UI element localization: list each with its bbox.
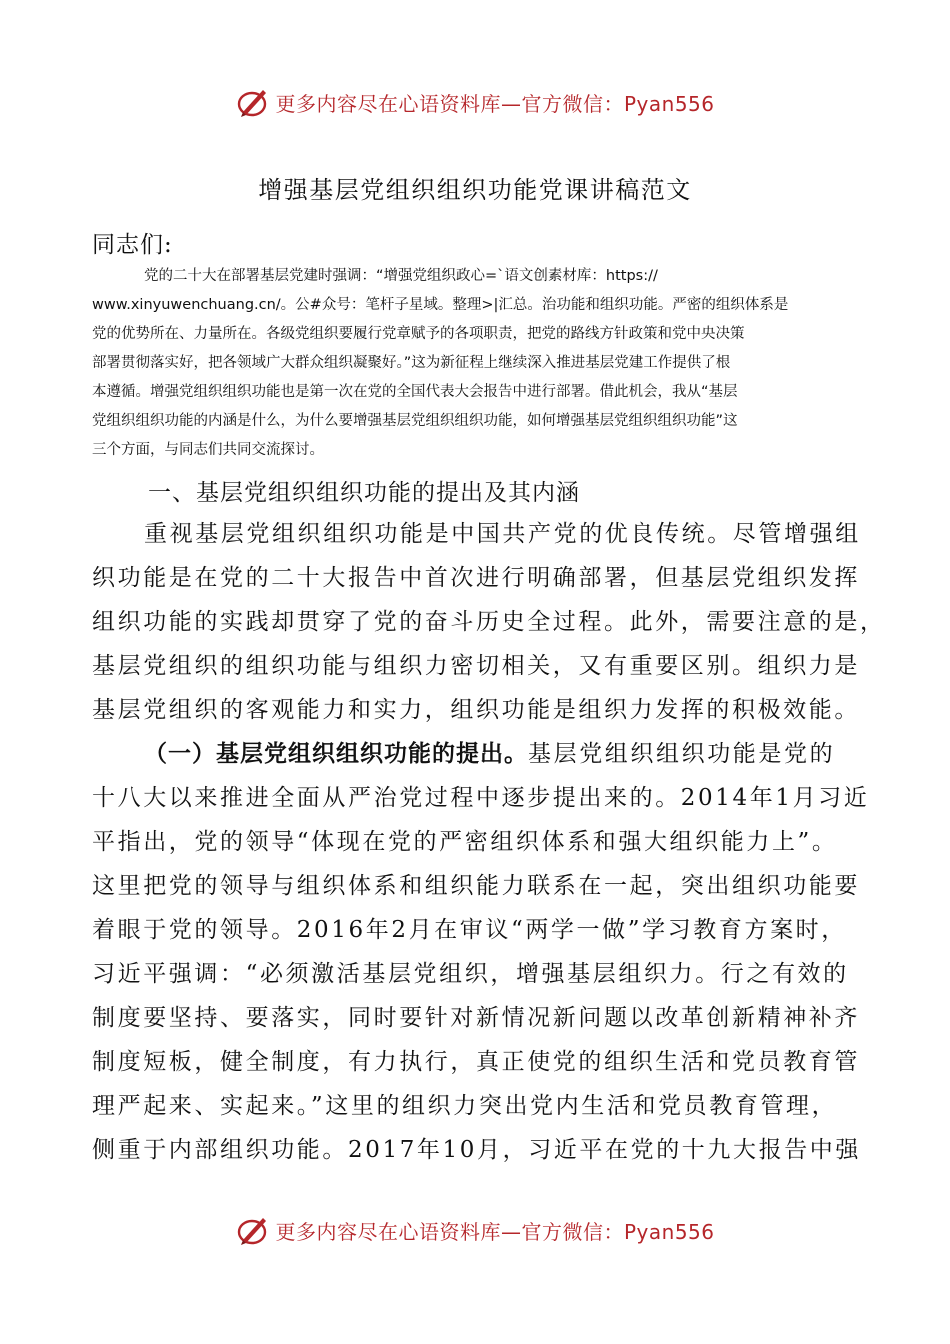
- intro-line: www.xinyuwenchuang.cn/。公#众号：笔杆子星域。整理>|汇总。治功能和组织功能。严密的组织体系是: [92, 297, 789, 313]
- section-heading: 一、基层党组织组织功能的提出及其内涵: [148, 480, 580, 506]
- paragraph-line: 组织功能的实践却贯穿了党的奋斗历史全过程。此外，需要注意的是，: [92, 609, 886, 635]
- paragraph-line: 习近平强调：“必须激活基层党组织，增强基层组织力。行之有效的: [92, 961, 849, 987]
- paragraph-line: 理严起来、实起来。”这里的组织力突出党内生活和党员教育管理，: [92, 1093, 838, 1119]
- paragraph-line: 制度要坚持、要落实，同时要针对新情况新问题以改革创新精神补齐: [92, 1005, 860, 1031]
- intro-line: 党的二十大在部署基层党建时强调：“增强党组织政心=`语文创素材库：https://: [144, 268, 658, 284]
- salutation: 同志们:: [92, 232, 173, 258]
- paragraph-line: [92, 732, 872, 776]
- banner-text-main: 更多内容尽在心语资料库—官方微信：: [275, 91, 624, 116]
- paragraph-line: 基层党组织的组织功能与组织力密切相关，又有重要区别。组织力是: [92, 653, 860, 679]
- banner-wechat-id: Pyan556: [623, 91, 715, 116]
- banner-text: [275, 88, 714, 117]
- paragraph-line: 侧重于内部组织功能。2017年10月，习近平在党的十九大报告中强: [92, 1137, 861, 1163]
- subsection-heading: （一）基层党组织组织功能的提出。: [144, 741, 528, 767]
- paragraph-line: 平指出，党的领导“体现在党的严密组织体系和强大组织能力上”。: [92, 829, 838, 855]
- body-paragraph-2: [92, 732, 872, 1172]
- document-title: 增强基层党组织组织功能党课讲稿范文: [258, 176, 692, 204]
- paragraph-text: 基层党组织组织功能是党的: [528, 741, 836, 767]
- intro-line: 党的优势所在、力量所在。各级党组织要履行党章赋予的各项职责，把党的路线方针政策和党中央决策: [92, 326, 745, 342]
- intro-line: 本遵循。增强党组织组织功能也是第一次在党的全国代表大会报告中进行部署。借此机会，我从“基层: [92, 384, 738, 400]
- header-banner: [0, 82, 950, 122]
- pen-logo-icon: [235, 84, 271, 120]
- paragraph-line: 十八大以来推进全面从严治党过程中逐步提出来的。2014年1月习近: [92, 785, 870, 811]
- banner-wechat-id: Pyan556: [623, 1219, 715, 1244]
- paragraph-line: 重视基层党组织组织功能是中国共产党的优良传统。尽管增强组: [144, 521, 861, 547]
- paragraph-line: 着眼于党的领导。2016年2月在审议“两学一做”学习教育方案时，: [92, 917, 847, 943]
- intro-line: 三个方面，与同志们共同交流探讨。: [92, 442, 324, 458]
- intro-line: 党组织组织功能的内涵是什么，为什么要增强基层党组织组织功能，如何增强基层党组织组织功能”这: [92, 413, 738, 429]
- banner-text-main: 更多内容尽在心语资料库—官方微信：: [275, 1219, 624, 1244]
- body-paragraph-1: [92, 512, 886, 732]
- footer-banner: [0, 1210, 950, 1250]
- intro-line: 部署贯彻落实好，把各领域广大群众组织凝聚好。”这为新征程上继续深入推进基层党建工作提供了根: [92, 355, 731, 371]
- paragraph-line: 这里把党的领导与组织体系和组织能力联系在一起，突出组织功能要: [92, 873, 860, 899]
- paragraph-line: 基层党组织的客观能力和实力，组织功能是组织力发挥的积极效能。: [92, 697, 860, 723]
- paragraph-line: 织功能是在党的二十大报告中首次进行明确部署，但基层党组织发挥: [92, 565, 860, 591]
- pen-logo-icon: [235, 1212, 271, 1248]
- intro-paragraph: [92, 262, 870, 465]
- paragraph-line: 制度短板，健全制度，有力执行，真正使党的组织生活和党员教育管: [92, 1049, 860, 1075]
- banner-text: [275, 1216, 714, 1245]
